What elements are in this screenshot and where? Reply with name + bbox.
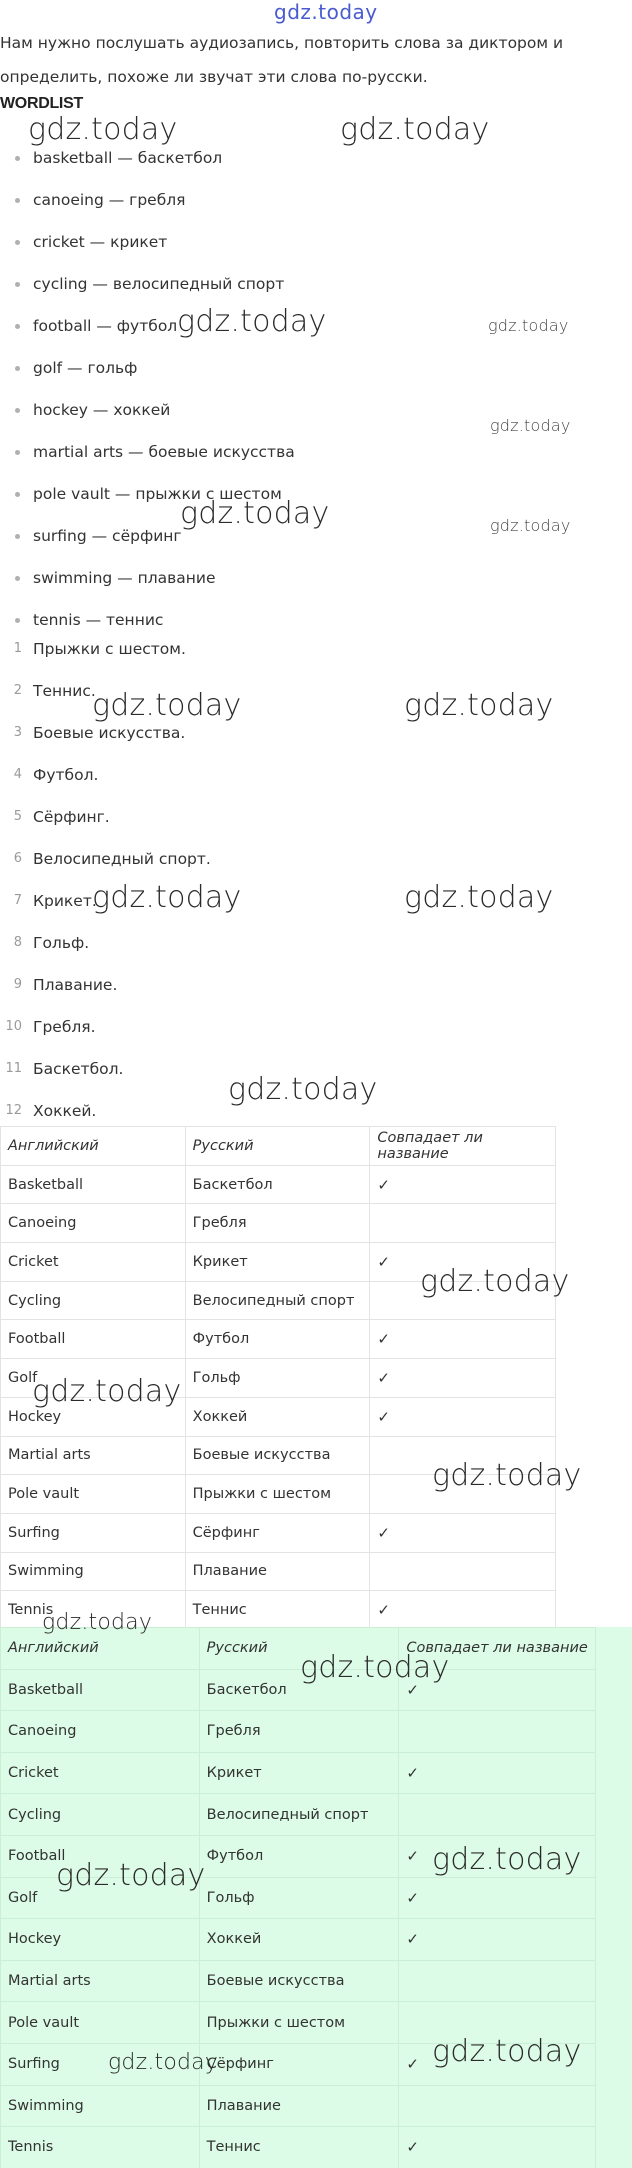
table-row	[1, 1552, 556, 1591]
cell-english: Basketball	[1, 1165, 186, 1204]
answer-number: 11	[5, 1061, 22, 1076]
cell-english: Golf	[1, 1877, 200, 1919]
watermark: gdz.today	[490, 416, 571, 435]
answer-item-text: Гольф.	[33, 934, 90, 952]
cell-english: Martial arts	[1, 1436, 186, 1475]
watermark: gdz.today	[300, 1650, 450, 1685]
cell-english: Surfing	[1, 2043, 200, 2085]
cell-russian: Сёрфинг	[185, 1513, 370, 1552]
cell-match	[399, 1960, 596, 2002]
cell-match: ✓	[399, 1835, 596, 1877]
table-row	[1, 2085, 596, 2127]
cell-russian: Прыжки с шестом	[199, 2002, 399, 2044]
table-row	[1, 1513, 556, 1552]
cell-russian: Гребля	[185, 1204, 370, 1243]
watermark: gdz.today	[180, 496, 330, 531]
table-row	[1, 1204, 556, 1243]
answer-number: 2	[13, 683, 22, 698]
watermark: gdz.today	[177, 304, 327, 339]
answer-item	[0, 712, 560, 754]
watermark: gdz.today	[490, 516, 571, 535]
answer-item-text: Сёрфинг.	[33, 808, 110, 826]
wordlist-item	[0, 557, 560, 599]
table-row	[1, 1591, 556, 1630]
table-row	[1, 1320, 556, 1359]
cell-match: ✓	[370, 1397, 556, 1436]
watermark: gdz.today	[420, 1264, 570, 1299]
answer-item	[0, 628, 560, 670]
wordlist-title: WORDLIST	[0, 95, 83, 112]
cell-russian: Сёрфинг	[199, 2043, 399, 2085]
cell-match: ✓	[399, 2127, 596, 2168]
answer-item	[0, 1048, 560, 1090]
wordlist	[0, 137, 560, 641]
answer-item-text: Футбол.	[33, 766, 99, 784]
cell-russian: Боевые искусства	[199, 1960, 399, 2002]
answer-number: 7	[13, 893, 22, 908]
answer-item-text: Боевые искусства.	[33, 724, 186, 742]
wordlist-item-text: basketball — баскетбол	[33, 149, 223, 167]
cell-match	[399, 2002, 596, 2044]
cell-english: Pole vault	[1, 2002, 200, 2044]
cell-english: Swimming	[1, 2085, 200, 2127]
watermark: gdz.today	[488, 316, 569, 335]
cell-english: Canoeing	[1, 1204, 186, 1243]
cell-russian: Велосипедный спорт	[185, 1281, 370, 1320]
cell-english: Golf	[1, 1359, 186, 1398]
table-row	[1, 1669, 596, 1711]
comparison-table-answer	[0, 1627, 596, 2168]
cell-match: ✓	[399, 2043, 596, 2085]
cell-russian: Баскетбол	[199, 1669, 399, 1711]
bullet-icon	[15, 198, 20, 203]
wordlist-item	[0, 347, 560, 389]
header-english: Английский	[1, 1628, 200, 1670]
bullet-icon	[15, 618, 20, 623]
wordlist-item-text: pole vault — прыжки с шестом	[33, 485, 282, 503]
wordlist-item-text: martial arts — боевые искусства	[33, 443, 295, 461]
answer-item-text: Плавание.	[33, 976, 118, 994]
bullet-icon	[15, 492, 20, 497]
cell-match	[370, 1204, 556, 1243]
wordlist-item	[0, 515, 560, 557]
cell-russian: Теннис	[199, 2127, 399, 2168]
table-row	[1, 1436, 556, 1475]
cell-english: Hockey	[1, 1919, 200, 1961]
answer-list	[0, 628, 560, 1132]
header-english: Английский	[1, 1127, 186, 1166]
bullet-icon	[15, 450, 20, 455]
cell-match: ✓	[399, 1669, 596, 1711]
bullet-icon	[15, 156, 20, 161]
table-header-row	[1, 1127, 556, 1166]
answer-number: 12	[5, 1103, 22, 1118]
bullet-icon	[15, 240, 20, 245]
cell-english: Basketball	[1, 1669, 200, 1711]
wordlist-item	[0, 137, 560, 179]
cell-russian: Прыжки с шестом	[185, 1475, 370, 1514]
watermark: gdz.today	[108, 2050, 219, 2075]
cell-russian: Боевые искусства	[185, 1436, 370, 1475]
answer-item-text: Прыжки с шестом.	[33, 640, 186, 658]
header-match: Совпадает ли название	[370, 1127, 556, 1166]
answer-number: 5	[13, 809, 22, 824]
watermark: gdz.today	[32, 1374, 182, 1409]
table-row	[1, 2127, 596, 2168]
cell-russian: Хоккей	[199, 1919, 399, 1961]
cell-russian: Хоккей	[185, 1397, 370, 1436]
cell-russian: Плавание	[185, 1552, 370, 1591]
cell-russian: Крикет	[185, 1243, 370, 1282]
cell-english: Hockey	[1, 1397, 186, 1436]
answer-item	[0, 880, 560, 922]
answer-number: 9	[13, 977, 22, 992]
table-row	[1, 1359, 556, 1398]
wordlist-item	[0, 263, 560, 305]
wordlist-item-text: swimming — плавание	[33, 569, 216, 587]
cell-match: ✓	[370, 1320, 556, 1359]
table-row	[1, 1835, 596, 1877]
watermark: gdz.today	[92, 688, 242, 723]
site-logo[interactable]: gdz.today	[274, 0, 378, 24]
header-match: Совпадает ли название	[399, 1628, 596, 1670]
cell-russian: Гольф	[185, 1359, 370, 1398]
cell-match	[399, 2085, 596, 2127]
answer-number: 3	[13, 725, 22, 740]
wordlist-item	[0, 431, 560, 473]
cell-match	[399, 1794, 596, 1836]
answer-item	[0, 796, 560, 838]
answer-number: 8	[13, 935, 22, 950]
wordlist-item	[0, 221, 560, 263]
cell-match	[399, 1711, 596, 1753]
cell-english: Swimming	[1, 1552, 186, 1591]
cell-english: Martial arts	[1, 1960, 200, 2002]
intro-text: Нам нужно послушать аудиозапись, повторить слова за диктором и определить, похоже ли звучат эти слова по-русски.	[0, 34, 564, 86]
cell-match: ✓	[370, 1359, 556, 1398]
watermark: gdz.today	[432, 1842, 582, 1877]
cell-english: Cycling	[1, 1794, 200, 1836]
table-row	[1, 1711, 596, 1753]
answer-number: 6	[13, 851, 22, 866]
wordlist-item	[0, 179, 560, 221]
cell-match: ✓	[370, 1513, 556, 1552]
bullet-icon	[15, 576, 20, 581]
cell-russian: Велосипедный спорт	[199, 1794, 399, 1836]
watermark: gdz.today	[92, 880, 242, 915]
watermark: gdz.today	[228, 1072, 378, 1107]
cell-match: ✓	[399, 1919, 596, 1961]
cell-match: ✓	[370, 1591, 556, 1630]
watermark: gdz.today	[432, 2034, 582, 2069]
cell-match: ✓	[370, 1243, 556, 1282]
wordlist-item	[0, 389, 560, 431]
answer-item	[0, 754, 560, 796]
answer-number: 10	[5, 1019, 22, 1034]
answer-item	[0, 838, 560, 880]
table-header-row	[1, 1628, 596, 1670]
table-row	[1, 2043, 596, 2085]
cell-match	[370, 1475, 556, 1514]
watermark: gdz.today	[404, 880, 554, 915]
wordlist-item-text: football — футбол	[33, 317, 178, 335]
bullet-icon	[15, 408, 20, 413]
cell-english: Pole vault	[1, 1475, 186, 1514]
cell-russian: Гребля	[199, 1711, 399, 1753]
bullet-icon	[15, 366, 20, 371]
cell-russian: Гольф	[199, 1877, 399, 1919]
cell-russian: Теннис	[185, 1591, 370, 1630]
wordlist-item-text: golf — гольф	[33, 359, 138, 377]
wordlist-item-text: cricket — крикет	[33, 233, 168, 251]
table-row	[1, 1397, 556, 1436]
table-row	[1, 1243, 556, 1282]
table-row	[1, 1165, 556, 1204]
watermark: gdz.today	[28, 112, 178, 147]
cell-match: ✓	[399, 1877, 596, 1919]
cell-english: Canoeing	[1, 1711, 200, 1753]
watermark: gdz.today	[56, 1858, 206, 1893]
wordlist-item	[0, 473, 560, 515]
bullet-icon	[15, 282, 20, 287]
cell-english: Cricket	[1, 1752, 200, 1794]
answer-item	[0, 1006, 560, 1048]
cell-english: Tennis	[1, 1591, 186, 1630]
table-row	[1, 1752, 596, 1794]
cell-match	[370, 1436, 556, 1475]
wordlist-item-text: cycling — велосипедный спорт	[33, 275, 285, 293]
cell-match	[370, 1281, 556, 1320]
table-row	[1, 1475, 556, 1514]
watermark: gdz.today	[404, 688, 554, 723]
bullet-icon	[15, 534, 20, 539]
watermark: gdz.today	[42, 1610, 153, 1635]
wordlist-item-text: surfing — сёрфинг	[33, 527, 182, 545]
answer-item-text: Гребля.	[33, 1018, 96, 1036]
answer-number: 4	[13, 767, 22, 782]
cell-match	[370, 1552, 556, 1591]
answer-number: 1	[13, 641, 22, 656]
answer-item-text: Теннис.	[33, 682, 96, 700]
cell-match: ✓	[370, 1165, 556, 1204]
watermark: gdz.today	[432, 1458, 582, 1493]
cell-english: Cycling	[1, 1281, 186, 1320]
table-row	[1, 1281, 556, 1320]
cell-match: ✓	[399, 1752, 596, 1794]
bullet-icon	[15, 324, 20, 329]
cell-russian: Баскетбол	[185, 1165, 370, 1204]
wordlist-item-text: canoeing — гребля	[33, 191, 186, 209]
wordlist-item	[0, 305, 560, 347]
wordlist-item-text: hockey — хоккей	[33, 401, 171, 419]
table-row	[1, 1794, 596, 1836]
wordlist-item-text: tennis — теннис	[33, 611, 164, 629]
answer-item	[0, 670, 560, 712]
answer-item	[0, 922, 560, 964]
answer-item-text: Велосипедный спорт.	[33, 850, 211, 868]
comparison-table	[0, 1126, 556, 1630]
cell-russian: Футбол	[185, 1320, 370, 1359]
cell-english: Football	[1, 1835, 200, 1877]
header-russian: Русский	[185, 1127, 370, 1166]
answer-item-text: Хоккей.	[33, 1102, 97, 1120]
header-russian: Русский	[199, 1628, 399, 1670]
cell-russian: Крикет	[199, 1752, 399, 1794]
cell-english: Surfing	[1, 1513, 186, 1552]
cell-russian: Плавание	[199, 2085, 399, 2127]
cell-english: Cricket	[1, 1243, 186, 1282]
table-row	[1, 2002, 596, 2044]
table-row	[1, 1919, 596, 1961]
cell-russian: Футбол	[199, 1835, 399, 1877]
answer-item-text: Крикет.	[33, 892, 97, 910]
table-row	[1, 1877, 596, 1919]
answer-item-text: Баскетбол.	[33, 1060, 124, 1078]
cell-english: Football	[1, 1320, 186, 1359]
table-row	[1, 1960, 596, 2002]
cell-english: Tennis	[1, 2127, 200, 2168]
watermark: gdz.today	[340, 112, 490, 147]
answer-item	[0, 964, 560, 1006]
